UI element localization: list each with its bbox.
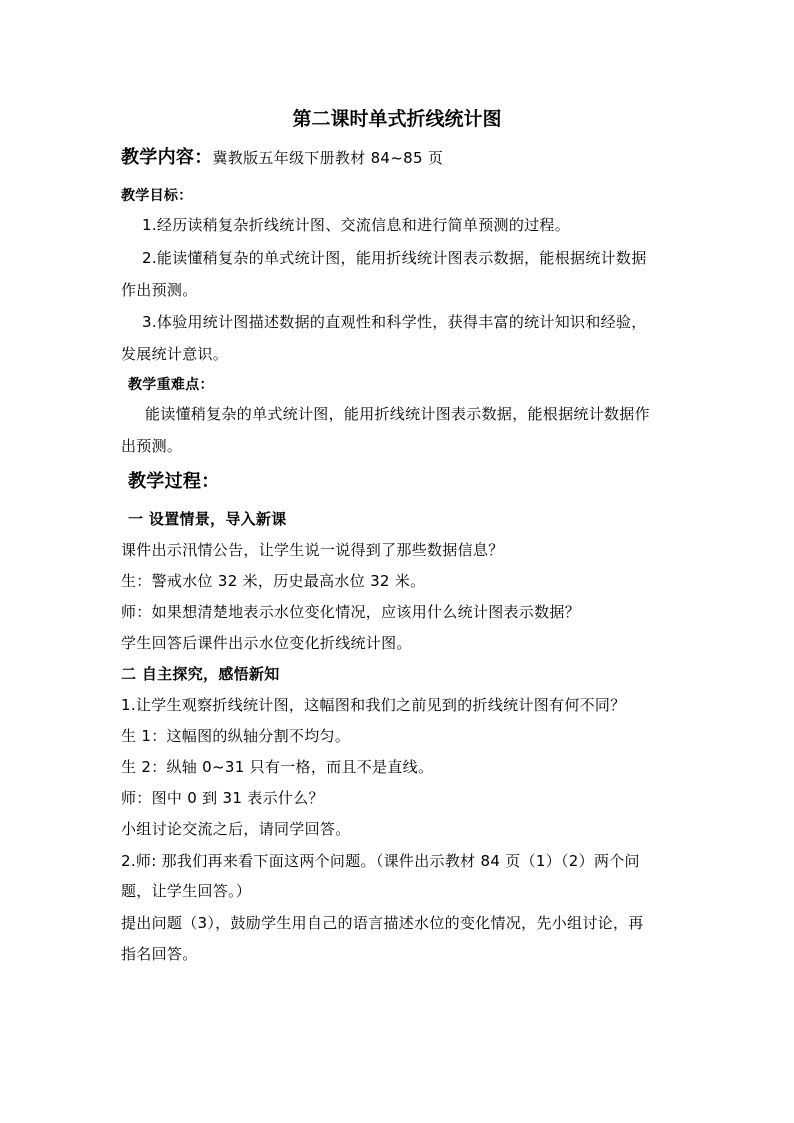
section-2-line-8: 提出问题（3），鼓励学生用自己的语言描述水位的变化情况，先小组讨论，再: [121, 914, 644, 932]
content-label: 教学内容：: [121, 147, 213, 168]
key-points-line-1: 能读懂稍复杂的单式统计图，能用折线统计图表示数据，能根据统计数据作: [145, 405, 650, 423]
content-value: 冀教版五年级下册教材 84~85 页: [212, 149, 444, 167]
section-1-heading: 一 设置情景，导入新课: [128, 510, 287, 528]
section-2-line-9: 指名回答。: [121, 945, 198, 963]
section-2-line-3: 生 2：纵轴 0~31 只有一格，而且不是直线。: [121, 758, 434, 776]
section-1-line-4: 学生回答后课件出示水位变化折线统计图。: [121, 634, 412, 652]
section-2-line-6: 2.师: 那我们再来看下面这两个问题。（课件出示教材 84 页（1）（2）两个问: [121, 852, 640, 870]
process-heading: 教学过程：: [128, 471, 220, 492]
section-2-line-2: 生 1：这幅图的纵轴分割不均匀。: [121, 727, 351, 745]
section-2-line-1: 1.让学生观察折线统计图，这幅图和我们之前见到的折线统计图有何不同？: [121, 696, 626, 714]
key-points-line-2: 出预测。: [121, 437, 183, 455]
section-2-line-4: 师：图中 0 到 31 表示什么？: [121, 789, 324, 807]
key-points-heading: 教学重难点：: [128, 377, 214, 393]
objective-item-1: 1.经历读稍复杂折线统计图、交流信息和进行简单预测的过程。: [142, 216, 571, 234]
section-2-heading: 二 自主探究，感悟新知: [121, 665, 280, 683]
section-1-line-1: 课件出示汛情公告，让学生说一说得到了那些数据信息？: [121, 541, 504, 559]
section-2-line-7: 题，让学生回答。）: [121, 882, 252, 900]
objectives-heading: 教学目标：: [121, 188, 193, 204]
section-1-line-3: 师：如果想清楚地表示水位变化情况，应该用什么统计图表示数据？: [121, 603, 581, 621]
objective-item-3-line-2: 发展统计意识。: [121, 345, 229, 363]
content-line: [121, 148, 443, 168]
section-1-line-2: 生：警戒水位 32 米，历史最高水位 32 米。: [121, 572, 426, 590]
objective-item-2-line-1: 2.能读懂稍复杂的单式统计图，能用折线统计图表示数据，能根据统计数据: [142, 249, 647, 267]
section-2-line-5: 小组讨论交流之后，请同学回答。: [121, 820, 351, 838]
page-title: 第二课时单式折线统计图: [292, 108, 502, 130]
objective-item-2-line-2: 作出预测。: [121, 281, 198, 299]
objective-item-3-line-1: 3.体验用统计图描述数据的直观性和科学性，获得丰富的统计知识和经验，: [142, 313, 647, 331]
